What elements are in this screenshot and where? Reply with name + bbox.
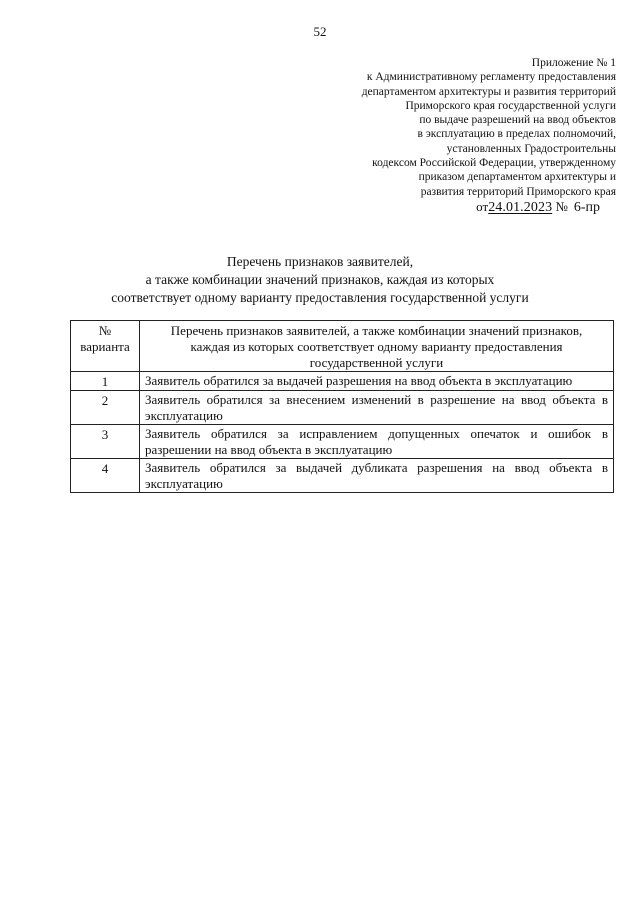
appendix-line: Приморского края государственной услуги bbox=[405, 99, 616, 112]
appendix-line: в эксплуатацию в пределах полномочий, bbox=[417, 128, 616, 141]
appendix-line: по выдаче разрешений на ввод объектов bbox=[419, 114, 616, 127]
title-line: Перечень признаков заявителей, bbox=[226, 254, 414, 269]
appendix-line: установленных Градостроительны bbox=[446, 142, 616, 155]
appendix-line: к Административному регламенту предоставления bbox=[366, 71, 616, 84]
table-row bbox=[71, 391, 614, 425]
table-row bbox=[71, 372, 614, 391]
row-number: 1 bbox=[71, 372, 140, 391]
variants-table bbox=[70, 320, 614, 493]
order-prefix: от bbox=[476, 198, 489, 214]
row-number: 4 bbox=[71, 459, 140, 493]
table-row bbox=[71, 459, 614, 493]
table-header-row bbox=[71, 321, 614, 372]
title-line: а также комбинации значений признаков, каждая из которых bbox=[145, 272, 495, 287]
document-title bbox=[0, 253, 640, 307]
row-number: 3 bbox=[71, 425, 140, 459]
title-line: соответствует одному варианту предоставления государственной услуги bbox=[111, 290, 529, 305]
appendix-line: развития территорий Приморского края bbox=[420, 185, 616, 198]
row-description: Заявитель обратился за исправлением допущенных опечаток и ошибок в разрешении на ввод объекта в эксплуатацию bbox=[140, 425, 614, 459]
order-number-sign: № bbox=[555, 198, 568, 214]
order-number: 6-пр bbox=[573, 199, 600, 215]
header-variant-description: Перечень признаков заявителей, а также комбинации значений признаков, каждая из которых соответствует одному варианту предоставления государственной услуги bbox=[140, 321, 614, 372]
appendix-line: Приложение № 1 bbox=[531, 57, 616, 69]
appendix-line: приказом департаментом архитектуры и bbox=[418, 171, 616, 184]
order-reference bbox=[296, 200, 600, 215]
header-variant-number: № варианта bbox=[71, 321, 140, 372]
row-description: Заявитель обратился за выдачей дубликата разрешения на ввод объекта в эксплуатацию bbox=[140, 459, 614, 493]
order-date: 24.01.2023 bbox=[488, 199, 553, 215]
row-number: 2 bbox=[71, 391, 140, 425]
table-row bbox=[71, 425, 614, 459]
appendix-line: кодексом Российской Федерации, утвержденному bbox=[372, 157, 616, 170]
row-description: Заявитель обратился за выдачей разрешения на ввод объекта в эксплуатацию bbox=[140, 372, 614, 391]
appendix-header bbox=[296, 56, 616, 215]
page-number: 52 bbox=[313, 24, 327, 39]
row-description: Заявитель обратился за внесением изменений в разрешение на ввод объекта в эксплуатацию bbox=[140, 391, 614, 425]
variants-table-container bbox=[70, 320, 614, 493]
appendix-line: департаментом архитектуры и развития территорий bbox=[361, 85, 616, 98]
